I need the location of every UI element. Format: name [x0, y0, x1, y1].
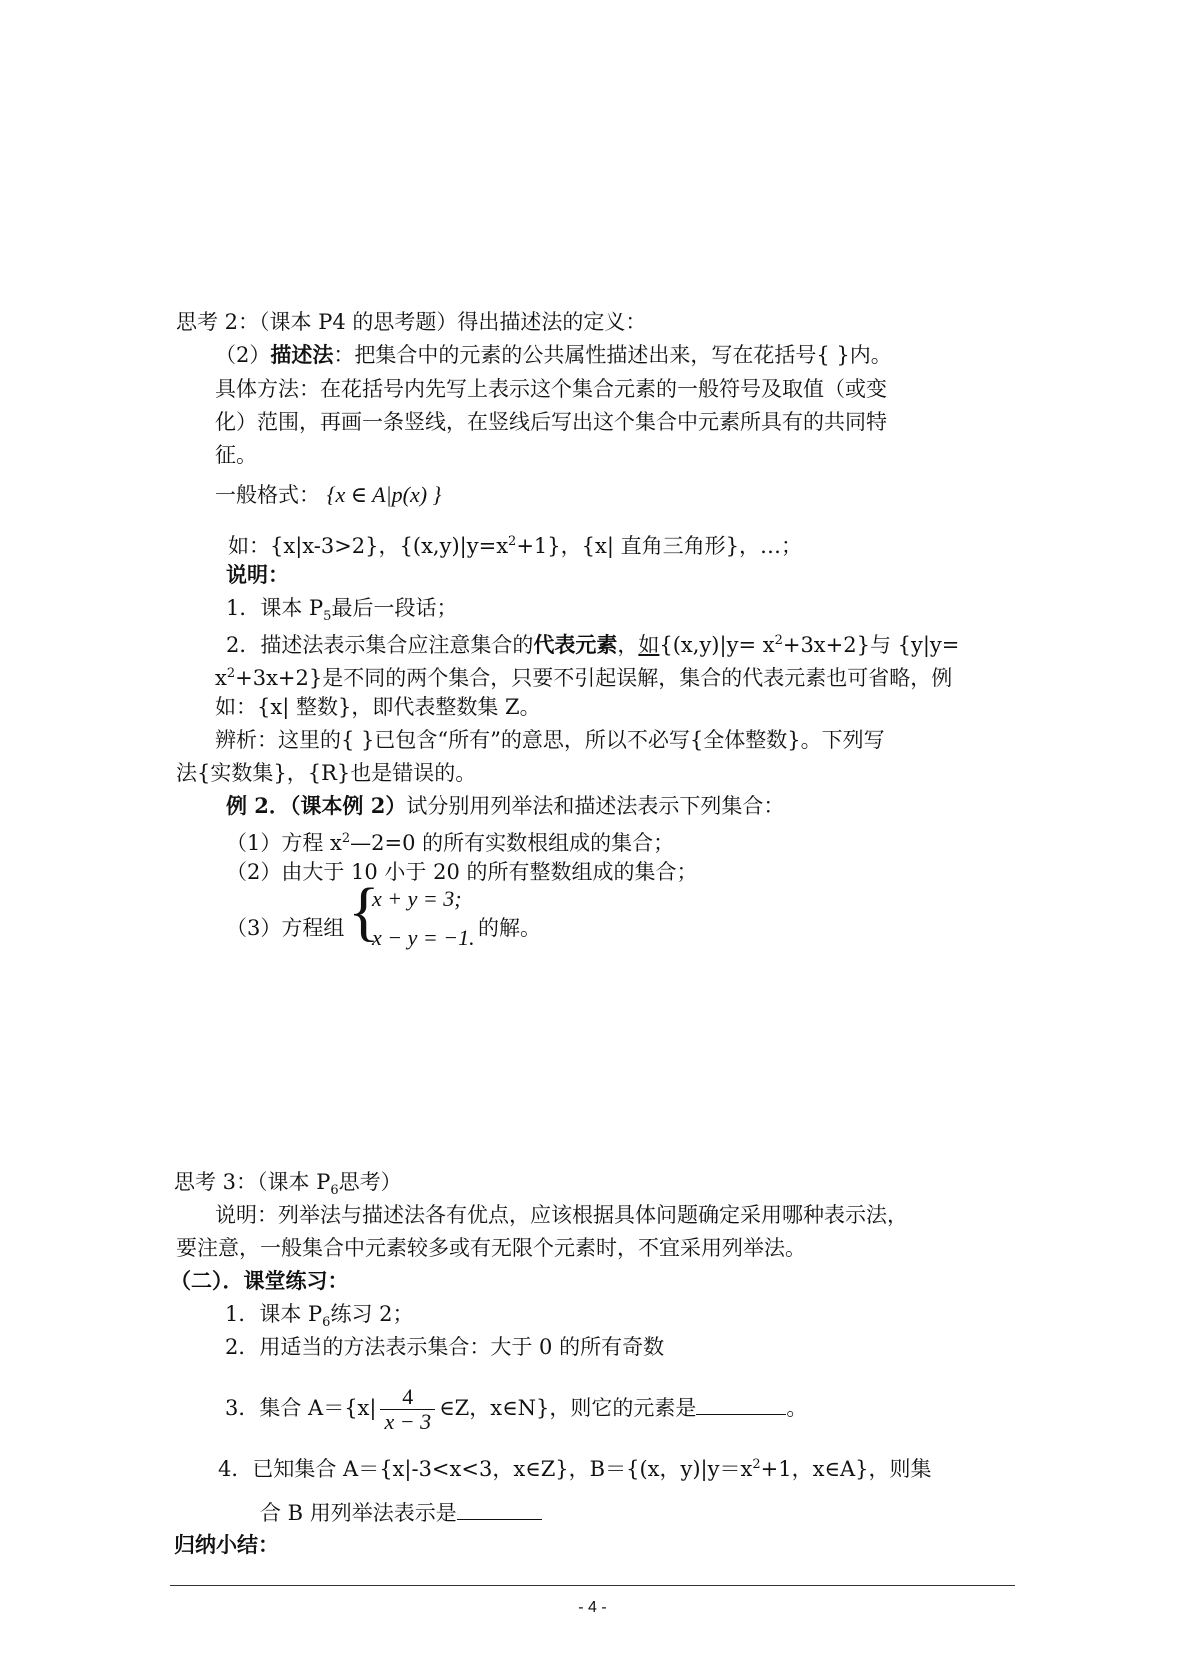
example2-q3-prefix: （3）方程组	[226, 916, 345, 940]
think3-sub: 6	[330, 1183, 339, 1199]
p1-sub: 6	[322, 1315, 331, 1331]
p1-a: 1．课本 P	[225, 1302, 323, 1326]
method-line-1: 具体方法：在花括号内先写上表示这个集合元素的一般符号及取值（或变	[215, 377, 887, 401]
examples-line	[228, 527, 802, 561]
format-formula: {x ∈ A|p(x) }	[326, 482, 442, 507]
note-2-line2-a: x	[215, 666, 227, 690]
q1-sup: 2	[341, 831, 351, 846]
note-1-rest: 最后一段话；	[331, 596, 458, 620]
think3-note-1: 说明：列举法与描述法各有优点，应该根据具体问题确定采用哪种表示法，	[215, 1203, 908, 1227]
footer-divider	[170, 1585, 1015, 1586]
examples-rest: +1}，{x| 直角三角形}，…；	[516, 534, 802, 558]
note-2-line-3: 如：{x| 整数}，即代表整数集 Z。	[215, 695, 541, 719]
def-prefix: （2）	[215, 343, 271, 367]
example2-title-bold: 例 2．（课本例 2）	[226, 793, 407, 818]
fraction-numerator: 4	[380, 1385, 435, 1410]
method-line-3: 征。	[215, 443, 257, 467]
practice-title: （二）．课堂练习：	[170, 1268, 349, 1293]
example2-q3-suffix: 的解。	[478, 916, 541, 940]
note-2-line-2	[215, 659, 952, 693]
practice-4-line-2	[260, 1497, 542, 1528]
answer-blank-4[interactable]	[457, 1497, 542, 1520]
p4-line2: 合 B 用列举法表示是	[260, 1501, 457, 1525]
def-term: 描述法	[270, 342, 334, 367]
think3-a: 思考 3：（课本 P	[174, 1170, 331, 1194]
fraction-denominator: x − 3	[384, 1409, 432, 1434]
examples-sup: 2	[508, 534, 517, 549]
analysis-line-1: 辨析：这里的{ }已包含“所有”的意思，所以不必写{全体整数}。下列写	[215, 728, 885, 752]
note-2-c: +3x+2}与 {y|y=	[782, 633, 960, 657]
analysis-line-2: 法{实数集}，{R}也是错误的。	[176, 761, 477, 785]
example2-title	[226, 791, 784, 821]
general-format	[215, 480, 441, 510]
summary-title: 归纳小结：	[174, 1532, 279, 1557]
p4-a: 4．已知集合 A＝{x|-3<x<3，x∈Z}，B＝{(x，y)|y＝x	[218, 1457, 753, 1481]
think2-heading: 思考 2：（课本 P4 的思考题）得出描述法的定义：	[176, 310, 647, 334]
note-1-prefix: 1．课本 P	[226, 596, 324, 620]
equation-1: x + y = 3;	[372, 886, 462, 911]
practice-4	[218, 1450, 932, 1484]
note-2-comma: ，	[617, 633, 639, 657]
note-2-bold: 代表元素	[533, 632, 618, 657]
equation-2: x − y = −1.	[372, 925, 475, 950]
note-2-b: {(x,y)|y= x	[659, 633, 775, 657]
note-2-line2-b: +3x+2}是不同的两个集合，只要不引起误解，集合的代表元素也可省略，例	[235, 666, 953, 690]
p4-sup: 2	[752, 1457, 761, 1472]
q1-b: —2=0 的所有实数根组成的集合；	[350, 831, 675, 855]
example2-q2: （2）由大于 10 小于 20 的所有整数组成的集合；	[226, 860, 698, 884]
note-2-sup: 2	[774, 633, 783, 648]
p4-b: +1，x∈A}，则集	[760, 1457, 932, 1481]
p3-b: ∈Z，x∈N}，则它的元素是	[439, 1396, 697, 1420]
note-2-line-1	[226, 626, 959, 660]
fraction	[380, 1385, 435, 1434]
p3-a: 3．集合 A＝{x|	[225, 1396, 377, 1420]
page-number: - 4 -	[578, 1599, 607, 1616]
note-2-underlined: 如	[638, 633, 660, 657]
equation-system-brace: {	[348, 875, 380, 948]
p1-b: 练习 2；	[330, 1302, 414, 1326]
practice-2: 2．用适当的方法表示集合：大于 0 的所有奇数	[225, 1335, 665, 1359]
example2-title-rest: 试分别用列举法和描述法表示下列集合：	[406, 794, 785, 818]
example2-q1	[226, 824, 674, 858]
method-line-2: 化）范围，再画一条竖线，在竖线后写出这个集合中元素所具有的共同特	[215, 410, 887, 434]
p3-c: 。	[786, 1396, 808, 1420]
note-1-sub: 5	[323, 609, 332, 625]
descriptive-method-definition	[215, 340, 892, 370]
def-text: ：把集合中的元素的公共属性描述出来，写在花括号{ }内。	[333, 343, 892, 367]
note-2-line2-sup: 2	[226, 666, 236, 681]
practice-3	[225, 1378, 807, 1438]
q1-a: （1）方程 x	[226, 831, 342, 855]
think3-b: 思考）	[338, 1170, 402, 1194]
note-2-a: 2．描述法表示集合应注意集合的	[226, 633, 534, 657]
examples-prefix: 如：{x|x-3>2}，{(x,y)|y=x	[228, 534, 509, 558]
answer-blank-3[interactable]	[696, 1392, 786, 1415]
think3-note-2: 要注意，一般集合中元素较多或有无限个元素时，不宜采用列举法。	[176, 1236, 806, 1260]
notes-title: 说明：	[226, 562, 289, 587]
format-label: 一般格式：	[215, 483, 320, 507]
